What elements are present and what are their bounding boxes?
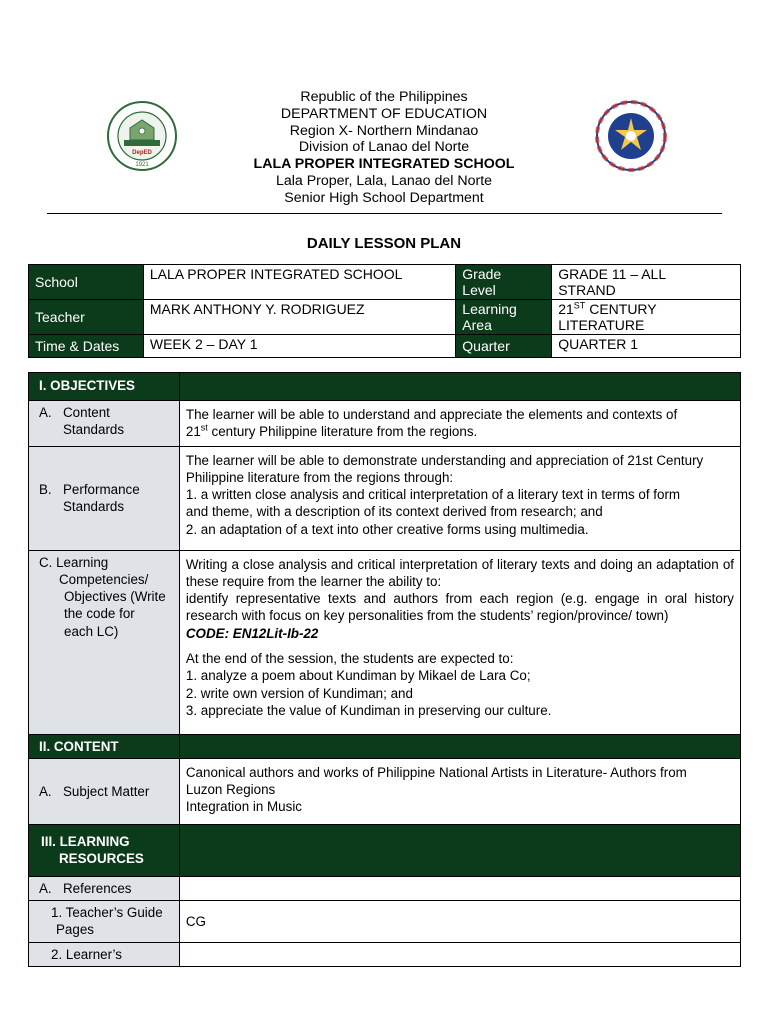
letterhead-line: DEPARTMENT OF EDUCATION — [280, 105, 488, 122]
learning-area-label-line: Learning — [462, 301, 517, 317]
label-line: the code for — [64, 606, 135, 622]
learning-competencies-text — [179, 550, 740, 734]
section-fill — [179, 734, 740, 758]
text-line: 1. a written close analysis and critical interpretation of a literary text in terms of form — [185, 487, 681, 503]
content-standards-label — [29, 401, 180, 447]
section-fill — [179, 824, 740, 876]
objective-item: 1. analyze a poem about Kundiman by Mikael de Lara Co; — [185, 668, 531, 684]
objective-item: 2. write own version of Kundiman; and — [185, 685, 413, 701]
learning-area-value-line: LITERATURE — [558, 317, 645, 333]
text-line: Integration in Music — [185, 799, 302, 815]
text-line — [186, 423, 734, 440]
svg-text:DepED: DepED — [132, 150, 152, 156]
text-paragraph: identify representative texts and authors from each region (e.g. engage in oral history research with focus on key personalities from the students’ region/province/ town) — [185, 591, 734, 624]
label-row — [35, 404, 173, 439]
school-address: Lala Proper, Lala, Lanao del Norte — [275, 172, 493, 189]
label-letter: A. — [39, 405, 52, 420]
label-letter: A. — [39, 783, 52, 799]
letterhead — [0, 89, 768, 207]
letterhead-line: Division of Lanao del Norte — [298, 139, 470, 156]
label-letter: A. — [39, 880, 52, 896]
learners-material-value — [179, 942, 740, 966]
label-line: Pages — [56, 922, 94, 938]
learning-area-value-line — [558, 301, 734, 317]
learning-area-value — [552, 300, 741, 335]
text-rest: century Philippine literature from the regions. — [207, 424, 478, 440]
teacher-value: MARK ANTHONY Y. RODRIGUEZ — [143, 300, 455, 335]
label-text: Performance Standards — [63, 481, 140, 515]
label-line: Objectives (Write — [64, 589, 166, 605]
letterhead-line: Region X- Northern Mindanao — [289, 122, 479, 139]
label-text: References — [63, 880, 132, 896]
label-line: 1. Teacher’s Guide — [51, 905, 163, 921]
learning-area-label — [456, 300, 552, 335]
references-value — [179, 876, 740, 900]
label-letter: B. — [39, 481, 52, 497]
references-label — [29, 876, 180, 900]
spacer — [186, 642, 734, 650]
lesson-plan-table — [28, 372, 741, 967]
learning-resources-heading — [29, 824, 180, 876]
section-fill — [179, 373, 740, 401]
label-line: 2. Learner’s — [51, 946, 122, 962]
time-label: Time & Dates — [29, 335, 144, 358]
quarter-label: Quarter — [456, 335, 552, 358]
label-text: Subject Matter — [63, 783, 150, 799]
text-line: Philippine literature from the regions through: — [185, 469, 454, 485]
document-title: DAILY LESSON PLAN — [306, 235, 462, 252]
label-row — [35, 481, 173, 516]
label-line: Competencies/ — [59, 571, 149, 587]
letterhead-line: Republic of the Philippines — [300, 89, 468, 105]
text-line: and theme, with a description of its context derived from research; and — [185, 504, 603, 520]
label-line: each LC) — [64, 623, 119, 639]
text-line: At the end of the session, the students are expected to: — [185, 651, 514, 667]
quarter-value: QUARTER 1 — [552, 335, 741, 358]
text-paragraph: Writing a close analysis and critical interpretation of literary texts and doing an adaptation of these require from the learner the ability to: — [185, 556, 734, 589]
competency-code: CODE: EN12Lit-Ib-22 — [185, 625, 319, 641]
objective-item: 3. appreciate the value of Kundiman in preserving our culture. — [185, 702, 552, 718]
grade-value-line: STRAND — [558, 282, 616, 298]
text-line: Canonical authors and works of Philippine National Artists in Literature- Authors from — [185, 764, 687, 780]
teacher-label: Teacher — [29, 300, 144, 335]
school-department: Senior High School Department — [284, 189, 484, 206]
label-row — [35, 880, 173, 897]
learning-area-label-line: Area — [462, 317, 492, 333]
learning-area-sup: ST — [573, 300, 586, 311]
header-divider — [47, 213, 722, 214]
time-value: WEEK 2 – DAY 1 — [143, 335, 455, 358]
lesson-info-table — [28, 264, 741, 358]
grade-value-line: GRADE 11 – ALL — [558, 266, 667, 282]
objectives-heading: I. OBJECTIVES — [29, 373, 180, 401]
school-name: LALA PROPER INTEGRATED SCHOOL — [253, 156, 515, 173]
text-sup: st — [200, 422, 208, 433]
teachers-guide-label — [29, 901, 180, 943]
performance-standards-text — [179, 446, 740, 550]
performance-standards-label — [29, 446, 180, 550]
grade-label-line: Grade — [462, 266, 502, 282]
grade-value — [552, 265, 741, 300]
content-standards-text — [179, 401, 740, 447]
text-line: The learner will be able to understand and appreciate the elements and contexts of — [185, 407, 678, 422]
text-line: Luzon Regions — [185, 782, 276, 798]
text-line: The learner will be able to demonstrate understanding and appreciation of 21st Century — [185, 452, 704, 468]
learning-area-number: 21 — [558, 301, 574, 317]
grade-label-line: Level — [462, 282, 496, 298]
content-heading: II. CONTENT — [29, 734, 180, 758]
label-text: Content Standards — [63, 405, 125, 438]
learning-area-text: CENTURY — [585, 301, 657, 317]
svg-text:1921: 1921 — [135, 162, 149, 168]
school-value: LALA PROPER INTEGRATED SCHOOL — [143, 265, 455, 300]
subject-matter-text — [179, 758, 740, 824]
learning-competencies-label — [29, 550, 180, 734]
label-row — [35, 783, 173, 800]
label-line: C. Learning — [39, 554, 109, 570]
school-label: School — [29, 265, 144, 300]
text-number: 21 — [185, 424, 201, 440]
subject-matter-label — [29, 758, 180, 824]
teachers-guide-value: CG — [179, 901, 740, 943]
grade-label — [456, 265, 552, 300]
text-line: 2. an adaptation of a text into other creative forms using multimedia. — [185, 521, 589, 537]
heading-line: III. LEARNING — [41, 834, 130, 850]
heading-line: RESOURCES — [59, 851, 144, 867]
learners-material-label — [29, 942, 180, 966]
